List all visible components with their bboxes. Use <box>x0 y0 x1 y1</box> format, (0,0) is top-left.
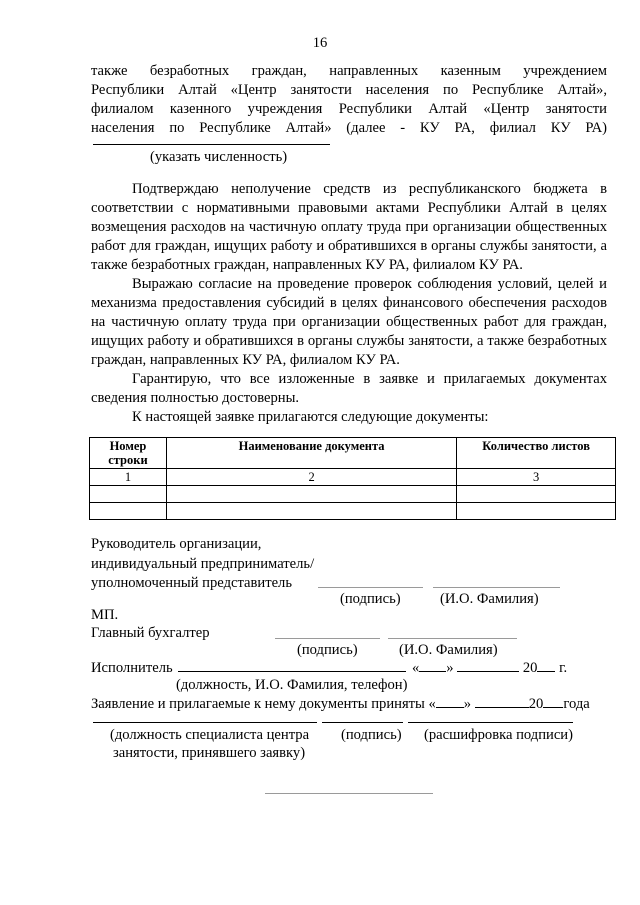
accountant-label: Главный бухгалтер <box>91 625 210 641</box>
closing-separator-line <box>265 793 433 794</box>
accepted-row <box>91 693 590 714</box>
executor-blank[interactable] <box>178 657 406 672</box>
header-document-name: Наименование документа <box>166 438 456 469</box>
count-blank-line <box>93 144 330 145</box>
executor-date-open: « <box>411 660 420 676</box>
table-row[interactable] <box>90 486 616 503</box>
table-cell[interactable] <box>90 486 167 503</box>
stamp-label: МП. <box>91 607 119 623</box>
executor-date-close: » <box>446 660 454 676</box>
table-row[interactable] <box>90 503 616 520</box>
table-cell: 1 <box>90 469 167 486</box>
accountant-signature-line[interactable] <box>275 638 380 639</box>
executor-row <box>91 657 567 678</box>
accepted-day-blank[interactable] <box>436 693 464 708</box>
paragraph-attachments: К настоящей заявке прилагаются следующие документы: <box>132 409 489 425</box>
specialist-signature-line[interactable] <box>322 722 403 723</box>
table-cell[interactable] <box>90 503 167 520</box>
executor-year-suffix: г. <box>559 660 568 676</box>
accepted-year-suffix: года <box>563 696 590 712</box>
head-signature-caption: (подпись) <box>340 591 401 607</box>
page-number: 16 <box>312 35 328 51</box>
paragraph-consent: Выражаю согласие на проведение проверок соблюдения условий, целей и механизма предоставления субсидий в целях финансового обеспечения расходов на частичную оплату труда при организации общественных работ для граждан, ищущих работу и обратившихся в органы службы занятости, а также безработных граждан, направленных КУ РА, филиалом КУ РА. <box>91 276 607 368</box>
specialist-decode-line[interactable] <box>408 722 573 723</box>
header-row-number: Номер строки <box>90 438 167 469</box>
count-caption: (указать численность) <box>150 149 288 165</box>
head-label-line: Руководитель организации, <box>91 536 262 552</box>
executor-year-prefix: 20 <box>522 660 538 676</box>
paragraph-non-receipt: Подтверждаю неполучение средств из республиканского бюджета в соответствии с нормативными правовыми актами Республики Алтай в целях возмещения расходов на частичную оплату труда при организации общественных работ для граждан, ищущих работу и обратившихся в органы службы занятости, а также безработных граждан, направленных КУ РА, филиалом КУ РА. <box>91 181 607 273</box>
head-signature-line[interactable] <box>318 587 423 588</box>
specialist-caption-line1: (должность специалиста центра <box>110 727 310 743</box>
accepted-year-prefix: 20 <box>528 696 544 712</box>
accepted-text: Заявление и прилагаемые к нему документы приняты « <box>91 696 436 712</box>
header-sheet-count: Количество листов <box>457 438 616 469</box>
specialist-position-line[interactable] <box>93 722 317 723</box>
table-cell[interactable] <box>457 486 616 503</box>
documents-table <box>89 437 616 520</box>
head-label-line: уполномоченный представитель <box>91 575 292 591</box>
intro-line: населения по Республике Алтай» (далее - КУ РА, филиал КУ РА) <box>91 120 607 136</box>
head-name-line[interactable] <box>433 587 560 588</box>
executor-caption: (должность, И.О. Фамилия, телефон) <box>176 677 408 693</box>
table-cell[interactable] <box>166 503 456 520</box>
executor-month-blank[interactable] <box>457 657 519 672</box>
table-numbering-row <box>90 469 616 486</box>
executor-year-blank[interactable] <box>537 657 555 672</box>
accepted-month-blank[interactable] <box>475 693 529 708</box>
intro-line: Республики Алтай «Центр занятости населения по Республике Алтай», <box>91 82 607 98</box>
intro-text <box>91 62 607 138</box>
specialist-decode-caption: (расшифровка подписи) <box>424 727 573 743</box>
accepted-year-blank[interactable] <box>543 693 563 708</box>
intro-line: филиалом казенного учреждения Республики Алтай «Центр занятости <box>91 101 607 117</box>
table-cell: 3 <box>457 469 616 486</box>
table-cell[interactable] <box>166 486 456 503</box>
table-cell[interactable] <box>457 503 616 520</box>
accountant-name-caption: (И.О. Фамилия) <box>399 642 498 658</box>
head-label-line: индивидуальный предприниматель/ <box>91 556 315 572</box>
table-cell: 2 <box>166 469 456 486</box>
executor-day-blank[interactable] <box>419 657 446 672</box>
intro-line: также безработных граждан, направленных казенным учреждением <box>91 63 607 79</box>
executor-label: Исполнитель <box>91 660 173 676</box>
accountant-signature-caption: (подпись) <box>297 642 358 658</box>
specialist-signature-caption: (подпись) <box>341 727 402 743</box>
statements <box>91 180 607 427</box>
accepted-close: » <box>463 696 472 712</box>
accountant-name-line[interactable] <box>388 638 517 639</box>
paragraph-guarantee: Гарантирую, что все изложенные в заявке и прилагаемых документах сведения полностью достоверны. <box>91 371 607 406</box>
head-name-caption: (И.О. Фамилия) <box>440 591 539 607</box>
specialist-caption-line2: занятости, принявшего заявку) <box>113 745 306 761</box>
